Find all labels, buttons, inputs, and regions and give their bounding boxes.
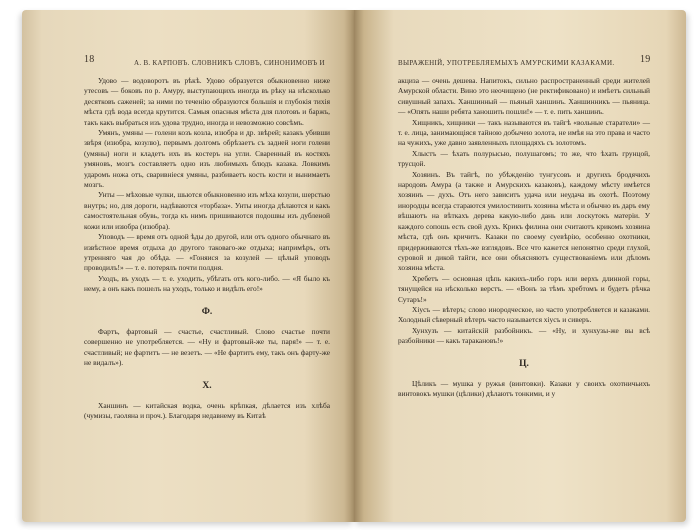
entry-paragraph: Уповодъ — время отъ одной ѣды до другой, или отъ одного обычнаго въ извѣстное время отдыха до другого таковаго-же отдыха; напримѣръ, отъ утренняго чая до обѣда. — «Гоняися за козулей — цѣлый уповодъ проводилъ!» — т. е. потерялъ почти полдня. bbox=[84, 232, 330, 273]
entry-paragraph: Ханшинъ — китайская водка, очень крѣпкая, дѣлается изъ хлѣба (чумизы, гаоляна и проч.). Благодаря недавнему въ Китаѣ bbox=[84, 400, 330, 421]
running-head: А. В. КАРПОВЪ. СЛОВНИКЪ СЛОВЪ, СИНОНИМОВЪ И bbox=[134, 59, 325, 67]
entry-paragraph: Цѣликъ — мушка у ружья (винтовки). Казаки у своихъ охотничьихъ винтовокъ мушки (цѣлики) дѣлаютъ тонкими, и у bbox=[398, 378, 650, 399]
entry-paragraph: Уходъ, въ уходъ — т. е. уходить, убѣгать отъ кого-либо. — «Я было къ нему, а онъ какъ пошелъ на уходъ, только и видѣлъ его!» bbox=[84, 273, 330, 294]
entry-paragraph: акциза — очень дешева. Напитокъ, сильно распространенный среди жителей Амурской области. Вино это неочищено (не ректификовано) и имѣетъ сильный сивушный запахъ. Ханшинный — пьяный ханшинъ. Ханшинникъ — пьяница. — «Опять наши ребята ханошить пошли!» — т. е. пить ханшинъ. bbox=[398, 76, 650, 117]
entry-paragraph: Унты — мѣховые чулки, шьются обыкновенно изъ мѣха козули, шерстью внутрь; но, для дороги, надѣваются «торбаза». Унты иногда дѣлаются и какъ самостоятельная обувь, тогда къ нимъ пришиваются подошвы изъ дубленой кожи или изюбра (изюбра). bbox=[84, 190, 330, 231]
section-letter-f: Ф. bbox=[201, 306, 213, 317]
entry-paragraph: Хребетъ — основная цѣпь какихъ-либо горъ или верхъ длинной горы, тянущейся на нѣсколько верстъ. — «Вонъ за тѣмъ хребтомъ и будетъ рѣчка Сутаръ!» bbox=[398, 273, 650, 304]
entry-paragraph: Умянъ, умяны — голени козъ козла, изюбра и др. звѣрей; казакъ убивши звѣря (изюбра, козулю), первымъ долгомъ обрѣзаетъ съ задней ноги голени (умяны) ноги и кладетъ ихъ въ костеръ на угли. Сваренный въ костяхъ умяновъ, мозгъ составляетъ одно изъ любимыхъ блюдъ казака. Ловкимъ ударомъ ножа отъ, сваривнiеся умяны, разбиваетъ кость кости и вынимаетъ мозгъ. bbox=[84, 128, 330, 190]
page-body bbox=[398, 76, 650, 400]
open-book bbox=[22, 10, 686, 522]
entry-paragraph: Хіусъ — вѣтеръ; слово инородческое, но часто употребляется и казаками. Холодный сѣверный вѣтеръ часто называется хіусъ и сиверъ. bbox=[398, 304, 650, 325]
page-number: 19 bbox=[640, 54, 651, 65]
right-page bbox=[354, 10, 686, 522]
page-body bbox=[84, 76, 330, 422]
entry-paragraph: Хищникъ, хищники — такъ называются въ тайгѣ «вольные старатели» — т. е. лица, занимающіяся тайною добычею золота, не имѣя на это права и часто на чужихъ, уже давно заявленныхъ площадяхъ съ золотомъ. bbox=[398, 117, 650, 148]
entry-paragraph: Хунхузъ — китайскій разбойникъ. — «Ну, и хунхузы-же вы всѣ разбойники — какъ таракановъ!» bbox=[398, 325, 650, 346]
section-letter-kh: Х. bbox=[202, 380, 212, 391]
entry-paragraph: Фартъ, фартовый — счастье, счастливый. Слово счастье почти совершенно не употребляется. — «Ну и фартовый-же ты, паря!» — т. е. счастливый; не фартитъ — не везетъ. — «Не фартитъ ему, такъ онъ фарту-же не видалъ»). bbox=[84, 326, 330, 368]
page-number: 18 bbox=[84, 54, 95, 65]
section-letter-ts: Ц. bbox=[519, 358, 529, 369]
entry-paragraph: Удово — водоворотъ въ рѣкѣ. Удово образуется обыкновенно ниже утесовъ — боковъ по р. Амуру, выступающихъ иногда въ рѣку на нѣсколько десятковъ саженей; за ними по теченію образуются большія и глубокія тихія мѣста гдѣ вода всегда крутится. Самыя опасныя мѣста для плотовъ и баржъ, такъ какъ выбраться изъ удова трудно, иногда и невозможно совсѣмъ. bbox=[84, 76, 330, 127]
left-page bbox=[22, 10, 354, 522]
entry-paragraph: Хлыстъ — ѣхать полурысью, полушагомъ; то же, что ѣхать грунцой, трусцой. bbox=[398, 148, 650, 169]
entry-paragraph: Хозяинъ. Въ тайгѣ, по убѣжденію тунгусовъ и другихъ бродячихъ народовъ Амура (а также и Амурскихъ казаковъ), каждому мѣсту имѣется хозяинъ — духъ. Отъ него зависитъ удача или неудача въ охотѣ. Поэтому инородцы всегда стараются умилостивить хозяина мѣста и обычно въ даръ ему вѣшаютъ на вѣткахъ дерева какую-либо дань или лоскутокъ матеріи. У каждого сопошь есть свой духъ. Крикъ филина они считаютъ крикомъ хозяина мѣста, гдѣ онъ кричитъ. Казаки по своему суевѣрію, особенно охотники, придерживаются тѣхъ-же взглядовъ. Все что кажется непонятно среди глухой, суровой и дикой тайги, все они объясняютъ существованіемъ или дѣломъ хозяина мѣста. bbox=[398, 169, 650, 273]
running-head: ВЫРАЖЕНІЙ, УПОТРЕБЛЯЕМЫХЪ АМУРСКИМИ КАЗАКАМИ. bbox=[398, 59, 615, 67]
